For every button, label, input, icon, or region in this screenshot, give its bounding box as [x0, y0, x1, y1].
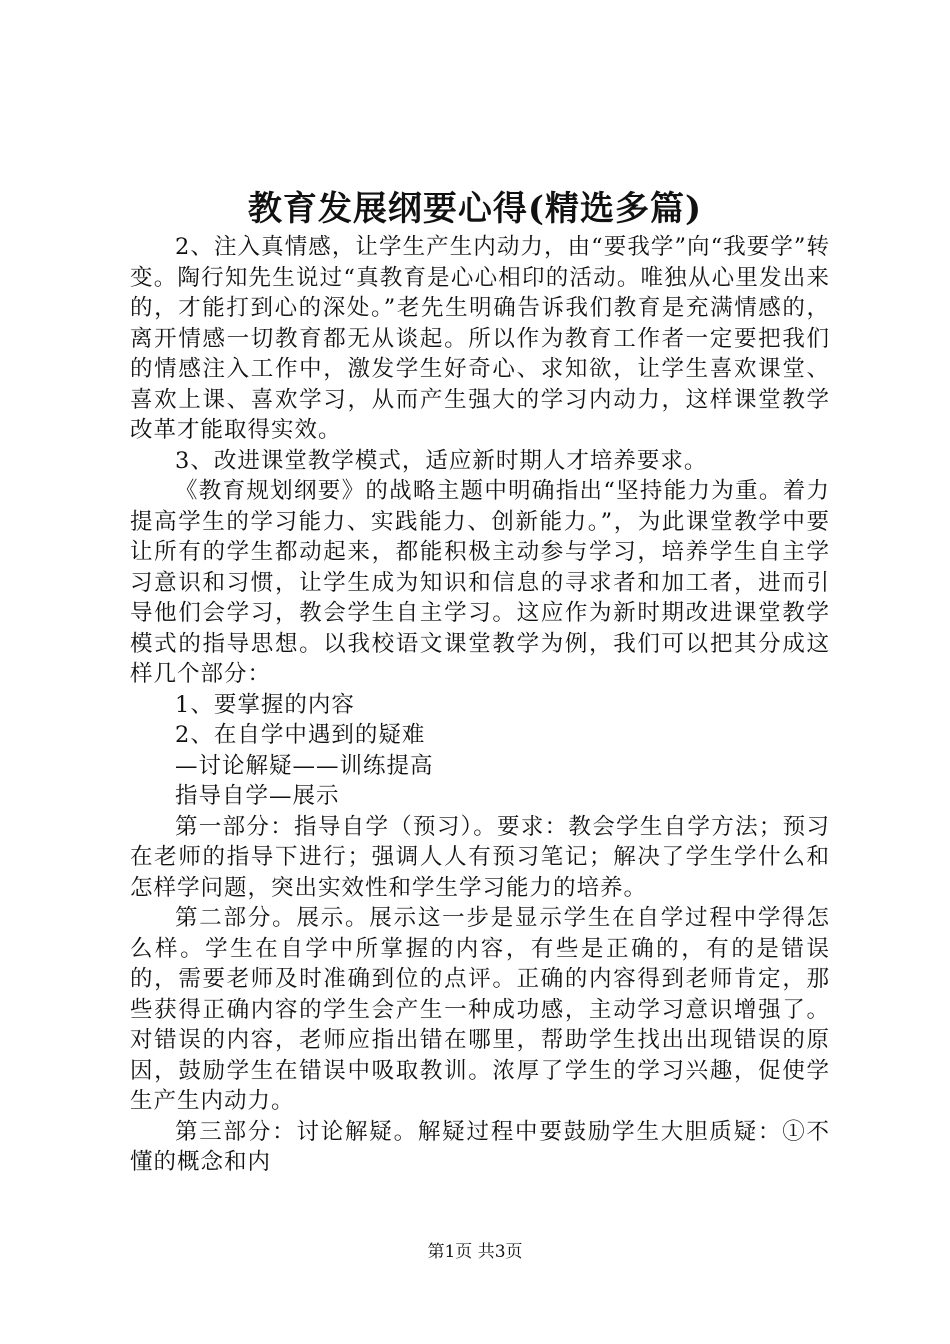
- page-number-footer: 第1页 共3页: [427, 1242, 523, 1262]
- paragraph: 第一部分：指导自学（预习）。要求：教会学生自学方法；预习在老师的指导下进行；强调人人有预习笔记；解决了学生学什么和怎样学问题，突出实效性和学生学习能力的培养。: [130, 813, 830, 901]
- paragraph: 2、在自学中遇到的疑难: [175, 722, 426, 748]
- paragraph: 《教育规划纲要》的战略主题中明确指出“坚持能力为重。着力提高学生的学习能力、实践能力、创新能力。”，为此课堂教学中要让所有的学生都动起来，都能积极主动参与学习，培养学生自主学习意识和习惯，让学生成为知识和信息的寻求者和加工者，进而引导他们会学习，教会学生自主学习。这应作为新时期改进课堂教学模式的指导思想。以我校语文课堂教学为例，我们可以把其分成这样几个部分：: [130, 478, 830, 687]
- document-body: [130, 232, 830, 1178]
- paragraph: 第三部分：讨论解疑。解疑过程中要鼓励学生大胆质疑：①不懂的概念和内: [130, 1118, 830, 1175]
- paragraph: 1、要掌握的内容: [175, 691, 355, 718]
- paragraph: 指导自学—展示: [175, 783, 340, 809]
- paragraph: 2、注入真情感，让学生产生内动力，由“要我学”向“我要学”转变。陶行知先生说过“真教育是心心相印的活动。唯独从心里发出来的，才能打到心的深处。”老先生明确告诉我们教育是充满情感的，离开情感一切教育都无从谈起。所以作为教育工作者一定要把我们的情感注入工作中，激发学生好奇心、求知欲，让学生喜欢课堂、喜欢上课、喜欢学习，从而产生强大的学习内动力，这样课堂教学改革才能取得实效。: [130, 234, 830, 443]
- paragraph: 3、改进课堂教学模式，适应新时期人才培养要求。: [175, 447, 708, 474]
- paragraph: —讨论解疑——训练提高: [175, 752, 434, 779]
- paragraph: 第二部分。展示。展示这一步是显示学生在自学过程中学得怎么样。学生在自学中所掌握的内容，有些是正确的，有的是错误的，需要老师及时准确到位的点评。正确的内容得到老师肯定，那些获得正确内容的学生会产生一种成功感，主动学习意识增强了。对错误的内容，老师应指出错在哪里，帮助学生找出出现错误的原因，鼓励学生在错误中吸取教训。浓厚了学生的学习兴趣，促使学生产生内动力。: [130, 905, 830, 1114]
- document-title: 教育发展纲要心得(精选多篇): [247, 189, 703, 229]
